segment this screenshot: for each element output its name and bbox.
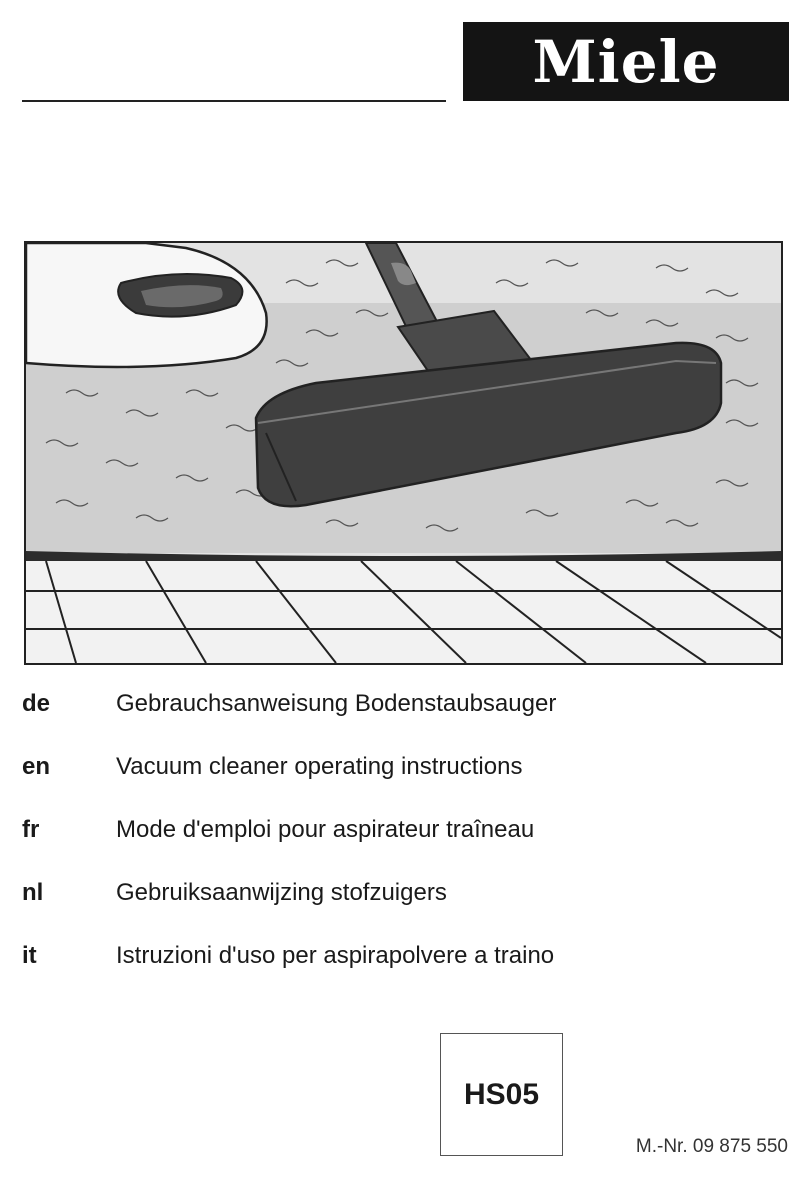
language-row-de bbox=[22, 690, 782, 753]
brand-logo bbox=[463, 22, 789, 101]
language-list bbox=[22, 690, 782, 1005]
language-code: nl bbox=[22, 879, 44, 906]
language-title: Vacuum cleaner operating instructions bbox=[116, 753, 523, 780]
brand-wordmark: Miele bbox=[532, 27, 720, 96]
language-code: de bbox=[22, 690, 51, 717]
language-title: Istruzioni d'uso per aspirapolvere a traino bbox=[116, 942, 555, 969]
model-box bbox=[440, 1033, 563, 1156]
cover-illustration bbox=[24, 241, 783, 665]
language-code: it bbox=[22, 942, 37, 969]
model-name: HS05 bbox=[463, 1077, 540, 1111]
language-row-it bbox=[22, 942, 782, 1005]
material-number: M.-Nr. 09 875 550 bbox=[635, 1136, 788, 1157]
language-title: Gebrauchsanweisung Bodenstaubsauger bbox=[116, 690, 557, 717]
language-row-fr bbox=[22, 816, 782, 879]
language-code: en bbox=[22, 753, 51, 780]
language-row-en bbox=[22, 753, 782, 816]
header-rule bbox=[22, 100, 446, 102]
language-title: Gebruiksaanwijzing stofzuigers bbox=[116, 879, 447, 906]
language-code: fr bbox=[22, 816, 40, 843]
language-title: Mode d'emploi pour aspirateur traîneau bbox=[116, 816, 535, 843]
vacuum-cleaner-on-carpet-illustration bbox=[26, 243, 781, 663]
language-row-nl bbox=[22, 879, 782, 942]
